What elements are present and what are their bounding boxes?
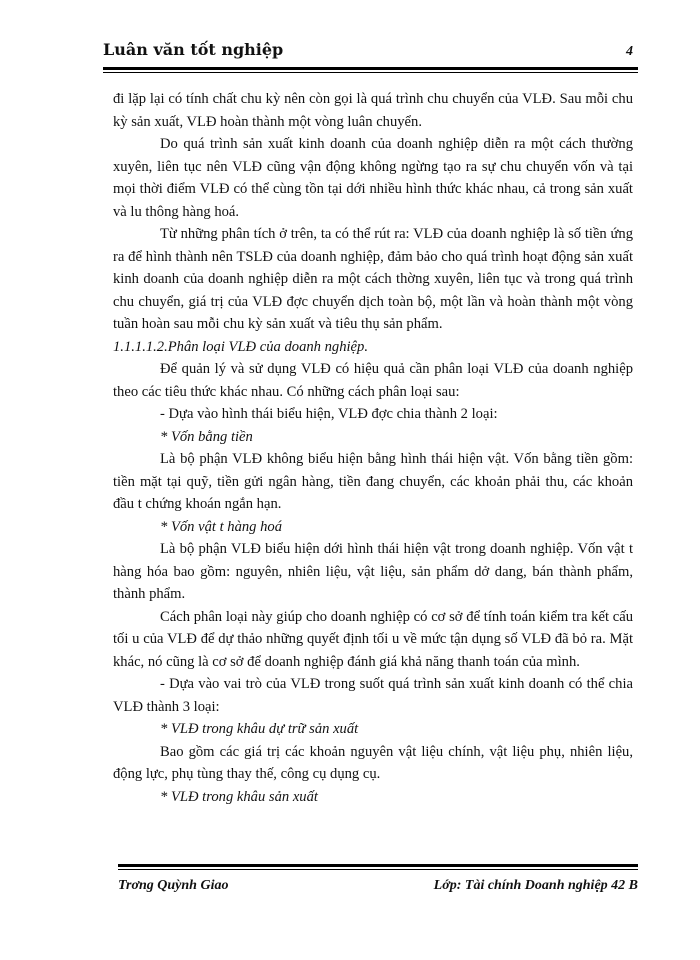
footer-class: Lớp: Tài chính Doanh nghiệp 42 B: [433, 878, 638, 893]
header-divider: [103, 67, 638, 73]
footer-author: Trơng Quỳnh Giao: [118, 878, 229, 893]
paragraph: Cách phân loại này giúp cho doanh nghiệp có cơ sở để tính toán kiểm tra kết cấu tối u của VLĐ để dự thảo những quyết định tối u về mức tận dụng số VLĐ đã bỏ ra. Mặt khác, nó cũng là cơ sở để doanh nghiệp đánh giá khả năng thanh toán của mình.: [113, 608, 633, 670]
footer-divider: [118, 864, 638, 870]
section-heading: 1.1.1.1.2.Phân loại VLĐ của doanh nghiệp.: [113, 338, 368, 355]
sub-heading: * VLĐ trong khâu sản xuất: [160, 788, 318, 805]
paragraph: đi lặp lại có tính chất chu kỳ nên còn gọi là quá trình chu chuyển của VLĐ. Sau mỗi chu kỳ sản xuất, VLĐ hoàn thành một vòng luân chuyển.: [113, 91, 633, 130]
paragraph: Là bộ phận VLĐ biểu hiện dới hình thái hiện vật trong doanh nghiệp. Vốn vật t hàng hóa bao gồm: nguyên, nhiên liệu, vật liệu, sản phẩm dở dang, bán thành phẩm, thành phẩm.: [113, 541, 633, 602]
paragraph: Từ những phân tích ở trên, ta có thể rút ra: VLĐ của doanh nghiệp là số tiền ứng ra để hình thành nên TSLĐ của doanh nghiệp, đảm bảo cho quá trình hoạt động sản xuất kinh doanh của doanh nghiệp diễn ra một cách thờng xuyên, liên tục và trong quá trình chu chuyển, giá trị của VLĐ đợc chuyển dịch toàn bộ, một lần và hoàn thành một vòng tuần hoàn sau mỗi chu kỳ sản xuất và tiêu thụ sản phẩm.: [113, 226, 633, 332]
paragraph: Do quá trình sản xuất kinh doanh của doanh nghiệp diễn ra một cách thường xuyên, liên tục nên VLĐ cũng vận động không ngừng tạo ra sự chu chuyển vốn và tại mọi thời điểm VLĐ có thể cùng tồn tại dới nhiều hình thức khác nhau, cả trong sản xuất và lu thông hàng hoá.: [113, 136, 633, 220]
sub-heading: * VLĐ trong khâu dự trữ sản xuất: [160, 721, 359, 737]
page-footer: [118, 878, 638, 902]
paragraph: Để quản lý và sử dụng VLĐ có hiệu quả cần phân loại VLĐ của doanh nghiệp theo các tiêu thức khác nhau. Có những cách phân loại sau:: [113, 361, 633, 400]
list-item: - Dựa vào vai trò của VLĐ trong suốt quá trình sản xuất kinh doanh có thể chia VLĐ thành 3 loại:: [113, 676, 633, 715]
paragraph: Là bộ phận VLĐ không biểu hiện bằng hình thái hiện vật. Vốn bằng tiền gồm: tiền mặt tại quỹ, tiền gửi ngân hàng, tiền đang chuyển, các khoản phải thu, các khoản đầu t chứng khoán ngắn hạn.: [113, 451, 633, 512]
header-title: Luân văn tốt nghiệp: [103, 40, 284, 59]
sub-heading: * Vốn vật t hàng hoá: [160, 518, 283, 535]
sub-heading: * Vốn bằng tiền: [160, 428, 253, 445]
list-item: - Dựa vào hình thái biểu hiện, VLĐ đợc chia thành 2 loại:: [160, 406, 498, 422]
paragraph: Bao gồm các giá trị các khoản nguyên vật liệu chính, vật liệu phụ, nhiên liệu, động lực, phụ tùng thay thế, công cụ dụng cụ.: [113, 743, 633, 782]
page-number: 4: [626, 44, 633, 59]
document-body: [113, 88, 633, 808]
page-header: [103, 40, 633, 66]
